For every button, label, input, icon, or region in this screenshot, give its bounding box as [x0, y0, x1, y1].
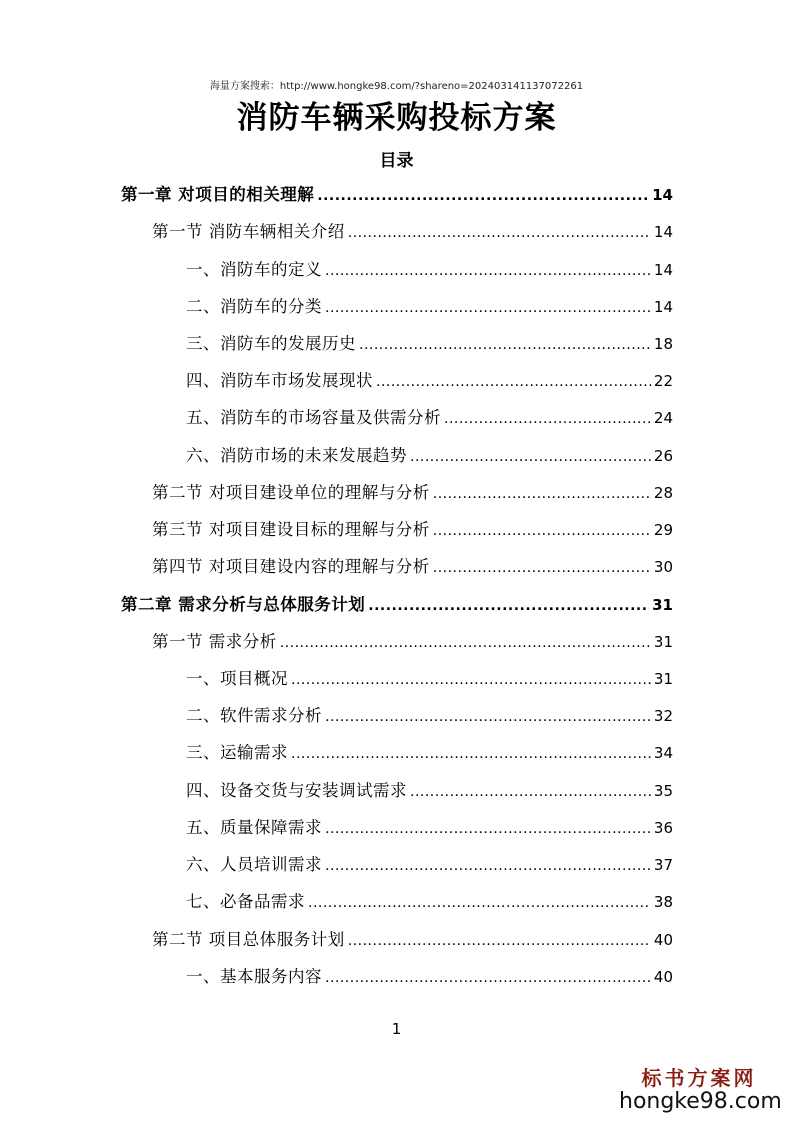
toc-leader: [368, 598, 649, 614]
toc-entry-page: 40: [653, 931, 673, 949]
toc-leader: [280, 635, 651, 651]
toc-entry-label: 五、消防车的市场容量及供需分析: [186, 408, 441, 427]
toc-entry-label: 二、消防车的分类: [186, 297, 322, 316]
toc-entry-page: 30: [653, 558, 673, 576]
toc-leader: [410, 449, 651, 465]
toc-entry-label: 第一节 需求分析: [152, 632, 277, 651]
watermark-logo: [619, 1062, 782, 1114]
toc-leader: [325, 858, 651, 874]
toc-entry-label: 第一章 对项目的相关理解: [121, 185, 315, 204]
toc-leader: [433, 560, 651, 576]
toc-entry-page: 38: [653, 893, 673, 911]
toc-entry-label: 第三节 对项目建设目标的理解与分析: [152, 520, 430, 539]
toc-entry-page: 37: [653, 856, 673, 874]
watermark-url: hongke98.com: [619, 1089, 782, 1114]
toc-entry-label: 一、基本服务内容: [186, 967, 322, 986]
toc-entry[interactable]: [152, 479, 673, 509]
toc-entry-page: 32: [653, 707, 673, 725]
document-title: 消防车辆采购投标方案: [236, 100, 557, 136]
toc-entry-label: 七、必备品需求: [186, 892, 305, 911]
toc-entry[interactable]: [152, 218, 673, 248]
toc-entry[interactable]: [152, 553, 673, 583]
toc-entry[interactable]: [152, 926, 673, 956]
toc-entry-page: 36: [653, 819, 673, 837]
toc-entry[interactable]: [186, 367, 673, 397]
toc-entry-label: 第二章 需求分析与总体服务计划: [121, 595, 366, 614]
toc-entry[interactable]: [186, 739, 673, 769]
toc-entry[interactable]: [186, 702, 673, 732]
toc-leader: [433, 486, 651, 502]
toc-entry-label: 三、消防车的发展历史: [186, 334, 356, 353]
toc-entry-page: 14: [653, 298, 673, 316]
page-number: 1: [391, 1020, 402, 1038]
toc-title: 目录: [379, 151, 414, 171]
header-note: 海量方案搜索：http://www.hongke98.com/?shareno=20240314113707226​1: [209, 81, 584, 92]
toc-leader: [348, 933, 651, 949]
toc-entry[interactable]: [186, 442, 673, 472]
toc-entry-label: 六、人员培训需求: [186, 855, 322, 874]
toc-entry[interactable]: [186, 963, 673, 993]
toc-entry-page: 34: [653, 744, 673, 762]
toc-entry-page: 14: [653, 261, 673, 279]
toc-entry-page: 14: [653, 223, 673, 241]
toc-entry-label: 第二节 项目总体服务计划: [152, 930, 345, 949]
toc-entry-label: 三、运输需求: [186, 743, 288, 762]
toc-entry[interactable]: [186, 404, 673, 434]
toc-entry[interactable]: [186, 665, 673, 695]
toc-entry-label: 一、项目概况: [186, 669, 288, 688]
toc-entry-page: 35: [653, 782, 673, 800]
toc-entry[interactable]: [121, 181, 673, 211]
toc-entry[interactable]: [186, 256, 673, 286]
watermark-name: 标书方案网: [641, 1066, 757, 1090]
toc-entry-page: 26: [653, 447, 673, 465]
toc-leader: [359, 337, 651, 353]
toc-leader: [348, 225, 651, 241]
toc-entry-label: 四、设备交货与安装调试需求: [186, 781, 407, 800]
toc-entry[interactable]: [152, 516, 673, 546]
toc-entry-label: 六、消防市场的未来发展趋势: [186, 446, 407, 465]
toc-entry[interactable]: [152, 628, 673, 658]
toc-entry[interactable]: [186, 814, 673, 844]
toc-entry-page: 22: [653, 372, 673, 390]
toc-entry-label: 五、质量保障需求: [186, 818, 322, 837]
toc-leader: [308, 895, 651, 911]
toc-entry-label: 四、消防车市场发展现状: [186, 371, 373, 390]
toc-entry[interactable]: [186, 293, 673, 323]
toc-entry-page: 29: [653, 521, 673, 539]
toc-leader: [325, 821, 651, 837]
toc-entry-page: 31: [653, 633, 673, 651]
toc-leader: [410, 784, 651, 800]
toc-leader: [325, 709, 651, 725]
toc-entry[interactable]: [186, 851, 673, 881]
toc-entry-label: 第四节 对项目建设内容的理解与分析: [152, 557, 430, 576]
toc-entry-page: 28: [653, 484, 673, 502]
toc-entry-page: 24: [653, 409, 673, 427]
toc-entry[interactable]: [186, 888, 673, 918]
toc-entry-page: 18: [653, 335, 673, 353]
toc-leader: [433, 523, 651, 539]
toc-entry[interactable]: [186, 330, 673, 360]
toc-entry[interactable]: [121, 591, 673, 621]
toc-entry-label: 一、消防车的定义: [186, 260, 322, 279]
toc-entry-label: 二、软件需求分析: [186, 706, 322, 725]
toc-entry-page: 40: [653, 968, 673, 986]
toc-entry-page: 14: [652, 186, 673, 204]
toc-leader: [325, 970, 651, 986]
toc-entry-page: 31: [653, 670, 673, 688]
toc-entry-page: 31: [652, 596, 673, 614]
toc-leader: [291, 672, 651, 688]
toc-leader: [325, 300, 651, 316]
toc-leader: [317, 188, 649, 204]
toc-leader: [291, 746, 651, 762]
toc-entry-label: 第二节 对项目建设单位的理解与分析: [152, 483, 430, 502]
toc-entry-label: 第一节 消防车辆相关介绍: [152, 222, 345, 241]
toc-leader: [376, 374, 651, 390]
toc-entry[interactable]: [186, 777, 673, 807]
toc-leader: [444, 411, 651, 427]
toc-leader: [325, 263, 651, 279]
